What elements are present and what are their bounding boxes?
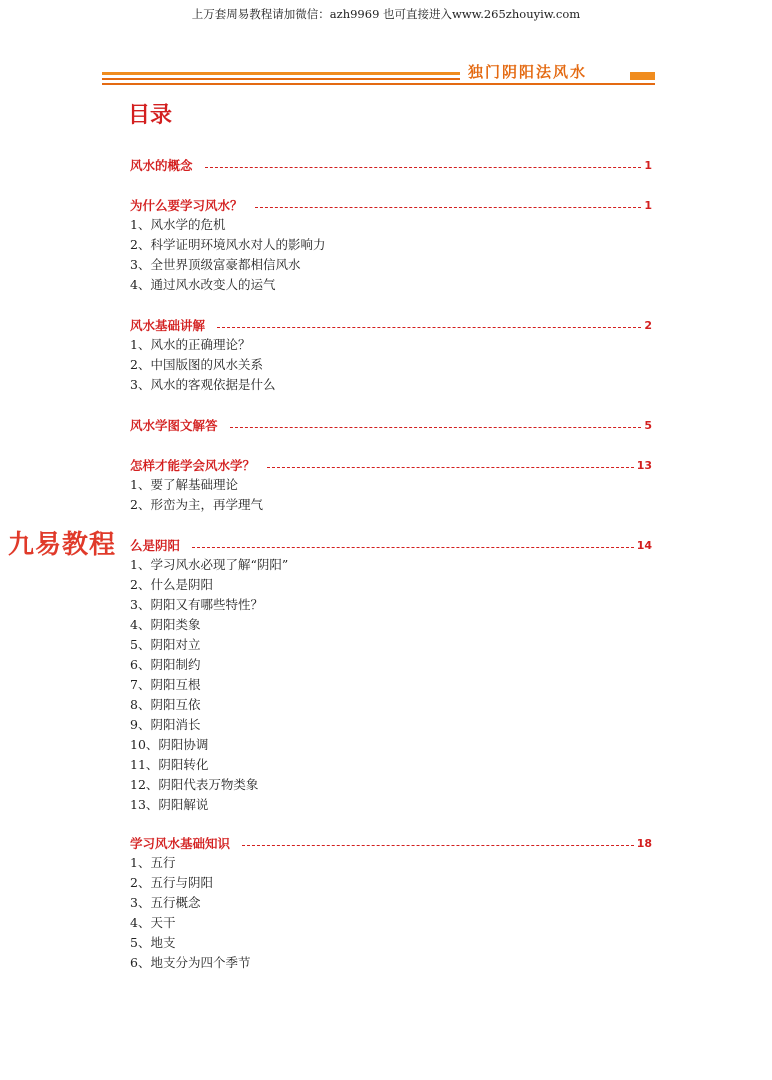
toc-section [130, 833, 652, 973]
toc-item[interactable]: 1、五行 [130, 855, 176, 870]
dot-leader [217, 327, 641, 328]
toc-item[interactable]: 2、科学证明环境风水对人的影响力 [130, 237, 326, 252]
toc-item[interactable]: 1、学习风水必现了解“阴阳” [130, 557, 289, 572]
toc-heading[interactable] [130, 535, 652, 555]
toc-item[interactable]: 11、阴阳转化 [130, 757, 209, 772]
toc-item[interactable]: 4、通过风水改变人的运气 [130, 277, 276, 292]
dot-leader [267, 467, 634, 468]
toc-page-number: 14 [636, 538, 652, 552]
banner-stripe [102, 78, 460, 80]
toc-heading[interactable] [130, 155, 652, 175]
dot-leader [205, 167, 642, 168]
toc-item[interactable]: 13、阴阳解说 [130, 797, 209, 812]
dot-leader [192, 547, 634, 548]
toc-page-number: 13 [636, 458, 652, 472]
toc-page-number: 18 [636, 836, 652, 850]
toc-heading-label: 风水基础讲解 [130, 318, 206, 333]
banner-stripe [102, 83, 655, 85]
dot-leader [255, 207, 642, 208]
toc-item[interactable]: 6、阴阳制约 [130, 657, 201, 672]
toc-item[interactable]: 5、地支 [130, 935, 176, 950]
toc-item[interactable]: 9、阴阳消长 [130, 717, 201, 732]
toc-item[interactable]: 8、阴阳互依 [130, 697, 201, 712]
toc-section [130, 535, 652, 815]
toc-heading[interactable] [130, 315, 652, 335]
toc-heading[interactable] [130, 415, 652, 435]
toc-heading-label: 么是阴阳 [130, 538, 181, 553]
toc-section [130, 155, 652, 175]
toc-section [130, 455, 652, 515]
toc-item[interactable]: 3、全世界顶级富豪都相信风水 [130, 257, 301, 272]
toc-item[interactable]: 1、风水学的危机 [130, 217, 226, 232]
toc-item[interactable]: 2、形峦为主，再学理气 [130, 497, 263, 512]
toc-item[interactable]: 5、阴阳对立 [130, 637, 201, 652]
toc-item[interactable]: 2、中国版图的风水关系 [130, 357, 263, 372]
header-banner [102, 62, 655, 88]
toc-heading-label: 风水学图文解答 [130, 418, 218, 433]
top-notice: 上万套周易教程请加微信：azh9969 也可直接进入www.265zhouyiw.com [191, 7, 581, 21]
dot-leader [230, 427, 642, 428]
toc-title: 目录 [128, 103, 173, 128]
toc-item[interactable]: 10、阴阳协调 [130, 737, 209, 752]
toc-heading-label: 风水的概念 [130, 158, 193, 173]
toc-heading-label: 怎样才能学会风水学？ [130, 458, 256, 473]
toc-item[interactable]: 2、五行与阴阳 [130, 875, 213, 890]
dot-leader [242, 845, 634, 846]
toc-section [130, 415, 652, 435]
toc-item[interactable]: 3、风水的客观依据是什么 [130, 377, 276, 392]
toc-heading-label: 为什么要学习风水？ [130, 198, 243, 213]
toc-item[interactable]: 3、五行概念 [130, 895, 201, 910]
toc-page-number: 1 [644, 198, 652, 212]
toc-item[interactable]: 7、阴阳互根 [130, 677, 201, 692]
toc-item[interactable]: 12、阴阳代表万物类象 [130, 777, 259, 792]
toc-heading[interactable] [130, 455, 652, 475]
toc-item[interactable]: 4、阴阳类象 [130, 617, 201, 632]
toc-item[interactable]: 1、风水的正确理论？ [130, 337, 251, 352]
banner-stripe [102, 72, 460, 75]
toc-item[interactable]: 1、要了解基础理论 [130, 477, 238, 492]
toc-heading-label: 学习风水基础知识 [130, 836, 231, 851]
toc-page-number: 1 [644, 158, 652, 172]
toc-item[interactable]: 6、地支分为四个季节 [130, 955, 251, 970]
toc-section [130, 195, 652, 295]
toc-item[interactable]: 2、什么是阴阳 [130, 577, 213, 592]
toc-page-number: 2 [644, 318, 652, 332]
toc-heading[interactable] [130, 195, 652, 215]
toc-section [130, 315, 652, 395]
toc-item[interactable]: 4、天干 [130, 915, 176, 930]
banner-title: 独门阴阳法风水 [468, 63, 588, 81]
banner-stripe [630, 72, 655, 80]
toc-page-number: 5 [644, 418, 652, 432]
toc-item[interactable]: 3、阴阳又有哪些特性？ [130, 597, 263, 612]
toc-heading[interactable] [130, 833, 652, 853]
watermark-logo: 九易教程 [8, 524, 116, 561]
